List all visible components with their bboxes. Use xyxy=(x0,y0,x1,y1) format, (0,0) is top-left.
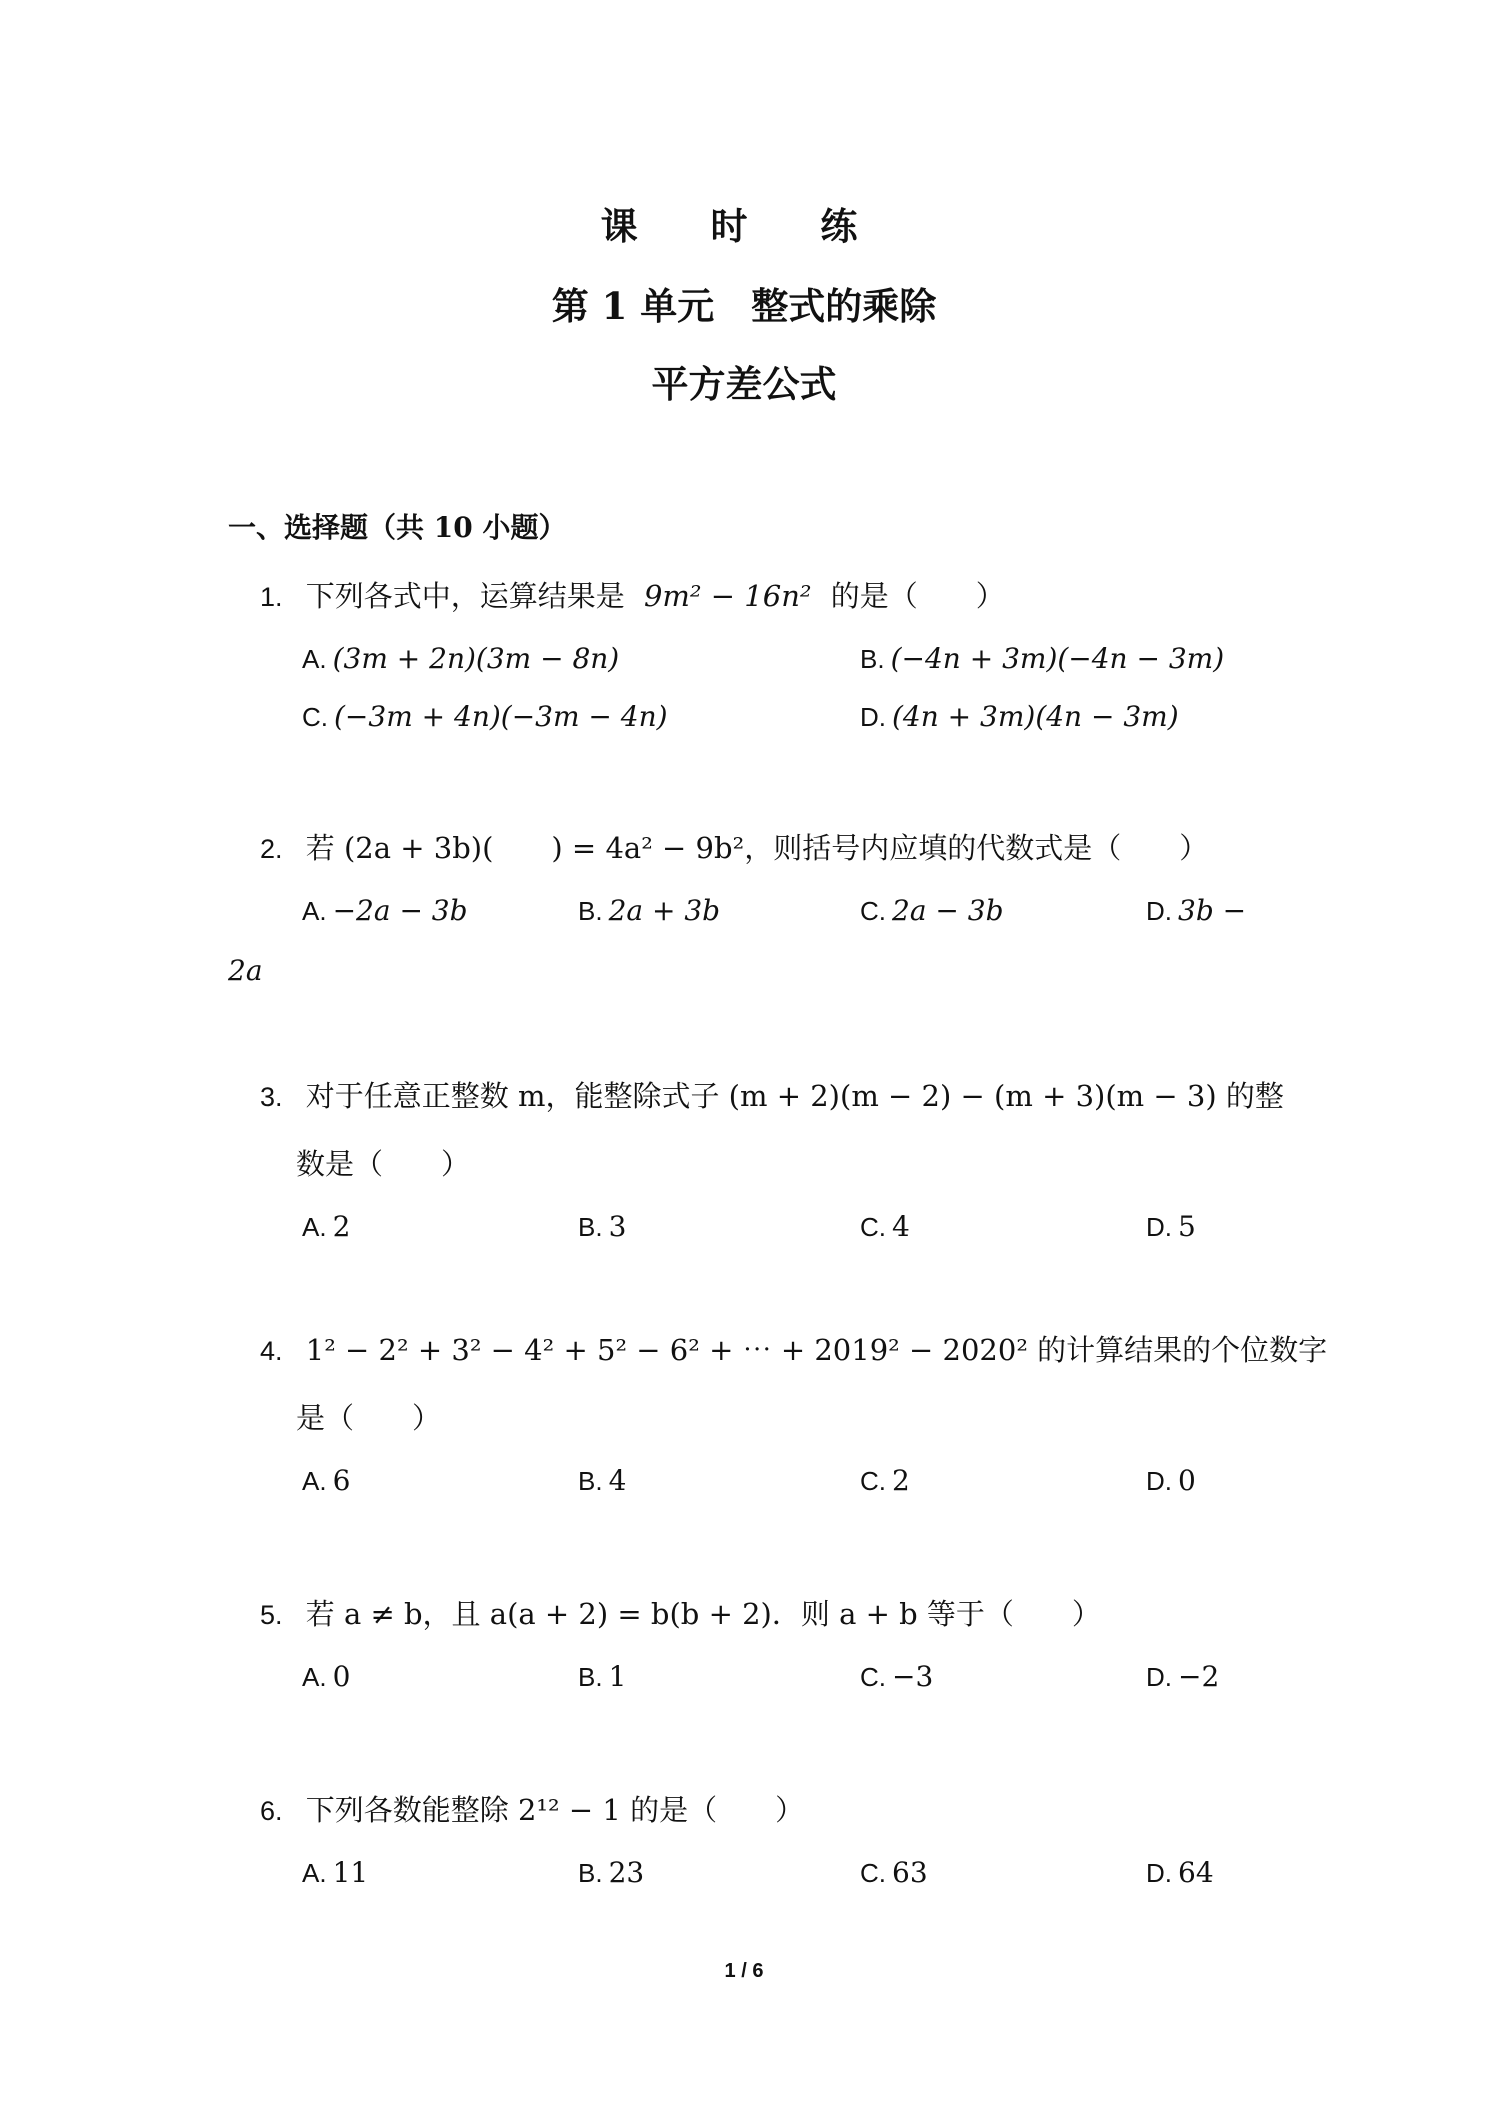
question-2-option-c[interactable]: C. 2a − 3b xyxy=(860,894,1004,927)
question-number: 2. xyxy=(260,834,283,864)
question-number: 5. xyxy=(260,1600,283,1630)
question-6-stem xyxy=(260,1788,804,1829)
question-number: 3. xyxy=(260,1082,283,1112)
question-4-option-a[interactable]: A. 6 xyxy=(302,1464,351,1497)
question-3-option-b[interactable]: B. 3 xyxy=(578,1210,627,1243)
stem-text: 若 (2a + 3b)( ) = 4a² − 9b²，则括号内应填的代数式是（ ） xyxy=(305,831,1209,865)
stem-suffix: 的是（ ） xyxy=(830,579,1005,613)
unit-title: 第 1 单元 整式的乘除 xyxy=(551,284,937,328)
page-number: 1 / 6 xyxy=(724,1960,764,1982)
question-6-option-c[interactable]: C. 63 xyxy=(860,1856,928,1889)
question-6-option-b[interactable]: B. 23 xyxy=(578,1856,645,1889)
question-1-option-b[interactable]: B. (−4n + 3m)(−4n − 3m) xyxy=(860,642,1225,675)
stem-text: 下列各数能整除 2¹² − 1 的是（ ） xyxy=(305,1793,805,1827)
question-1-option-a[interactable]: A. (3m + 2n)(3m − 8n) xyxy=(302,642,620,675)
question-3-stem xyxy=(260,1074,1284,1115)
question-1-stem xyxy=(260,574,1005,615)
question-1-option-d[interactable]: D. (4n + 3m)(4n − 3m) xyxy=(860,700,1179,733)
question-number: 6. xyxy=(260,1796,283,1826)
question-4-option-d[interactable]: D. 0 xyxy=(1146,1464,1196,1497)
question-2-option-b[interactable]: B. 2a + 3b xyxy=(578,894,721,927)
stem-line-1: 对于任意正整数 m，能整除式子 (m + 2)(m − 2) − (m + 3)(m − 3) 的整 xyxy=(305,1079,1284,1113)
question-3-option-c[interactable]: C. 4 xyxy=(860,1210,910,1243)
question-5-option-c[interactable]: C. −3 xyxy=(860,1660,934,1693)
question-5-stem xyxy=(260,1592,1101,1633)
question-5-option-d[interactable]: D. −2 xyxy=(1146,1660,1220,1693)
topic-title: 平方差公式 xyxy=(651,362,837,406)
worksheet-title: 课 时 练 xyxy=(600,204,888,248)
question-5-option-a[interactable]: A. 0 xyxy=(302,1660,351,1693)
question-number: 1. xyxy=(260,582,283,612)
question-2-option-a[interactable]: A. −2a − 3b xyxy=(302,894,468,927)
question-1-option-c[interactable]: C. (−3m + 4n)(−3m − 4n) xyxy=(302,700,668,733)
question-number: 4. xyxy=(260,1336,283,1366)
question-4-option-c[interactable]: C. 2 xyxy=(860,1464,910,1497)
question-5-option-b[interactable]: B. 1 xyxy=(578,1660,627,1693)
stem-line-1: 1² − 2² + 3² − 4² + 5² − 6² + ⋯ + 2019² − 2020² 的计算结果的个位数字 xyxy=(305,1333,1328,1367)
question-3-stem-line-2: 数是（ ） xyxy=(296,1147,471,1181)
question-2-stem xyxy=(260,826,1208,867)
section-heading: 一、选择题（共 10 小题） xyxy=(228,511,567,544)
question-3-option-d[interactable]: D. 5 xyxy=(1146,1210,1196,1243)
question-4-stem xyxy=(260,1328,1327,1369)
stem-text: 若 a ≠ b，且 a(a + 2) = b(b + 2)．则 a + b 等于（ ） xyxy=(305,1597,1101,1631)
stem-prefix: 下列各式中，运算结果是 xyxy=(305,579,625,613)
question-3-option-a[interactable]: A. 2 xyxy=(302,1210,351,1243)
question-6-option-a[interactable]: A. 11 xyxy=(302,1856,369,1889)
question-6-option-d[interactable]: D. 64 xyxy=(1146,1856,1214,1889)
question-4-stem-line-2: 是（ ） xyxy=(296,1401,442,1435)
question-4-option-b[interactable]: B. 4 xyxy=(578,1464,627,1497)
question-2-option-d[interactable]: D. 3b − xyxy=(1146,894,1247,927)
question-2-option-d-wrap: 2a xyxy=(228,954,263,987)
stem-expression: 9m² − 16n² xyxy=(643,579,812,613)
